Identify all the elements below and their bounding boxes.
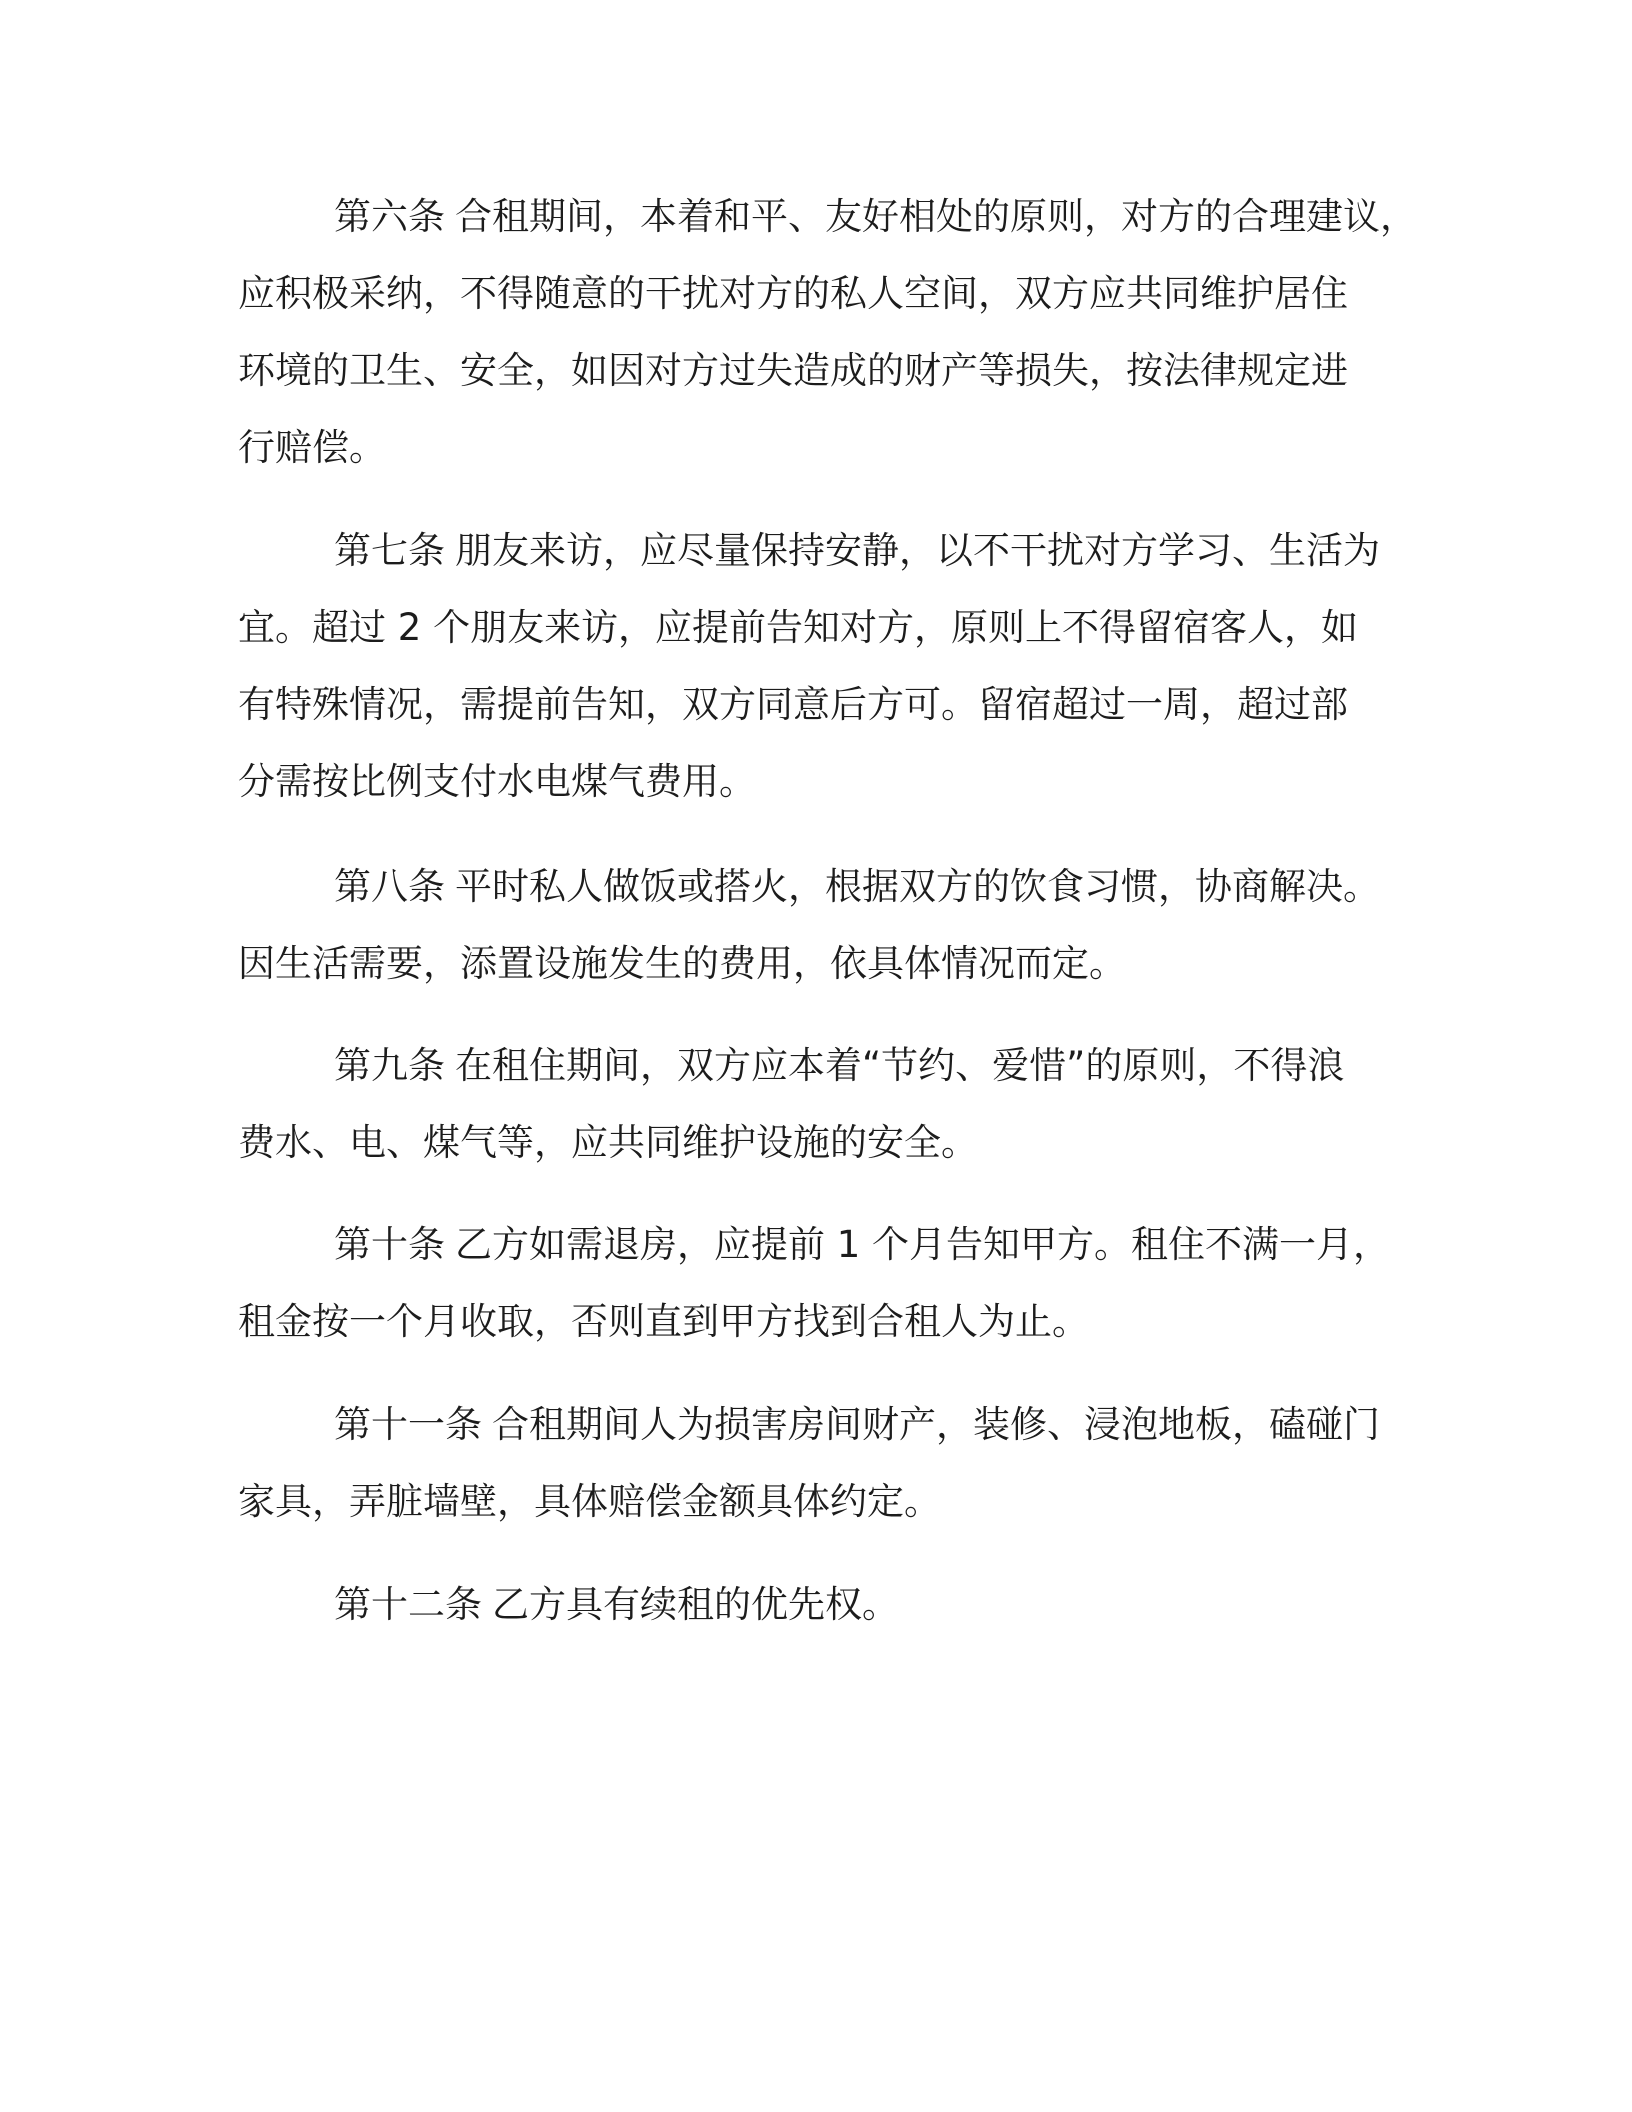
article-text: 平时私人做饭或搭火，根据双方的饮食习惯，协商解决。 bbox=[455, 865, 1380, 908]
article-line: 环境的卫生、安全，如因对方过失造成的财产等损失，按法律规定进 bbox=[238, 349, 1348, 392]
article-number: 第十一条 bbox=[334, 1403, 482, 1446]
article-11 bbox=[238, 1386, 1398, 1540]
article-line: 行赔偿。 bbox=[238, 426, 386, 469]
article-12 bbox=[238, 1566, 1398, 1643]
article-line: 有特殊情况，需提前告知，双方同意后方可。留宿超过一周，超过部 bbox=[238, 683, 1348, 726]
article-line: 宜。超过 2 个朋友来访，应提前告知对方，原则上不得留宿客人，如 bbox=[238, 606, 1359, 649]
article-line bbox=[238, 848, 1398, 925]
article-8 bbox=[238, 848, 1398, 1002]
article-number: 第九条 bbox=[334, 1044, 445, 1087]
article-line: 租金按一个月收取，否则直到甲方找到合租人为止。 bbox=[238, 1300, 1089, 1343]
article-number: 第十条 bbox=[334, 1223, 445, 1266]
article-number: 第六条 bbox=[334, 195, 445, 238]
article-text: 乙方具有续租的优先权。 bbox=[492, 1583, 899, 1626]
article-line: 家具，弄脏墙壁，具体赔偿金额具体约定。 bbox=[238, 1480, 941, 1523]
article-text: 合租期间，本着和平、友好相处的原则，对方的合理建议， bbox=[455, 195, 1417, 238]
article-number: 第八条 bbox=[334, 865, 445, 908]
article-9 bbox=[238, 1027, 1398, 1181]
article-text: 乙方如需退房，应提前 1 个月告知甲方。租住不满一月， bbox=[455, 1223, 1391, 1266]
article-6 bbox=[238, 178, 1417, 486]
article-line: 分需按比例支付水电煤气费用。 bbox=[238, 760, 756, 803]
article-line bbox=[238, 512, 1398, 589]
article-number: 第十二条 bbox=[334, 1583, 482, 1626]
article-line bbox=[238, 1566, 1398, 1643]
article-text: 在租住期间，双方应本着“节约、爱惜”的原则，不得浪 bbox=[455, 1044, 1345, 1087]
article-line bbox=[238, 1206, 1398, 1283]
article-line: 应积极采纳，不得随意的干扰对方的私人空间，双方应共同维护居住 bbox=[238, 272, 1348, 315]
article-line bbox=[238, 178, 1417, 255]
article-text: 合租期间人为损害房间财产，装修、浸泡地板，磕碰门 bbox=[492, 1403, 1380, 1446]
article-line bbox=[238, 1386, 1398, 1463]
article-line bbox=[238, 1027, 1398, 1104]
article-10 bbox=[238, 1206, 1398, 1360]
article-7 bbox=[238, 512, 1398, 820]
article-text: 朋友来访，应尽量保持安静，以不干扰对方学习、生活为 bbox=[455, 529, 1380, 572]
article-line: 因生活需要，添置设施发生的费用，依具体情况而定。 bbox=[238, 942, 1126, 985]
article-line: 费水、电、煤气等，应共同维护设施的安全。 bbox=[238, 1121, 978, 1164]
article-number: 第七条 bbox=[334, 529, 445, 572]
